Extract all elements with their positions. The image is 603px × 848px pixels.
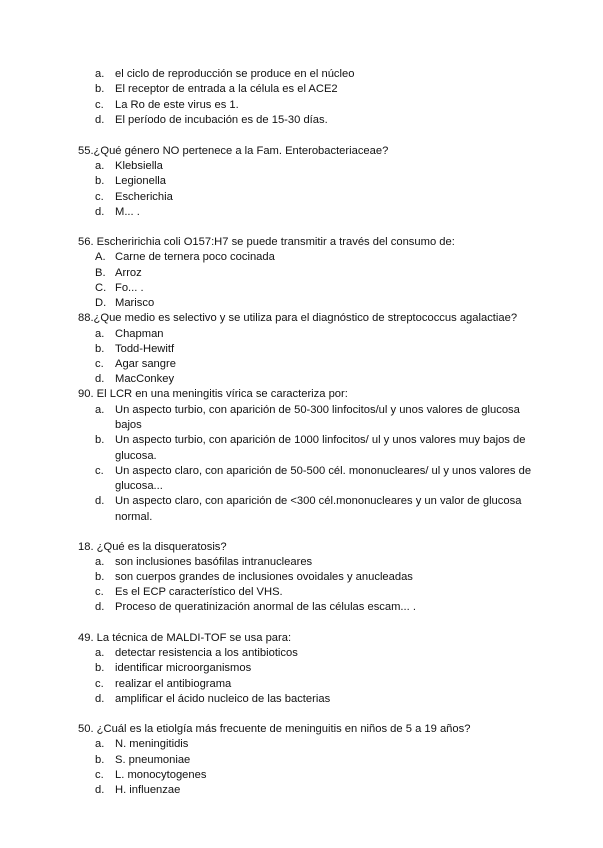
option-letter: B. [95,267,106,279]
option-text: Agar sangre [115,358,176,370]
option-text: Carne de ternera poco cocinada [115,251,275,263]
option-text: Fo... . [115,282,144,294]
option-text: detectar resistencia a los antibioticos [115,647,298,659]
option-letter: d. [95,114,105,126]
option-letter: b. [95,754,105,766]
option-text: Marisco [115,297,155,309]
option-text: amplificar el ácido nucleico de las bacterias [115,693,331,705]
option-letter: a. [95,160,105,172]
option-text: M... . [115,206,140,218]
option-text: El período de incubación es de 15-30 días. [115,114,328,126]
option-letter: b. [95,571,105,583]
option-letter: b. [95,343,105,355]
option-letter: b. [95,434,105,446]
option-letter: d. [95,693,105,705]
option-letter: c. [95,678,104,690]
option-letter: A. [95,251,106,263]
option-text: Un aspecto claro, con aparición de <300 cél.mononucleares y un valor de glucosa [115,495,522,507]
question-title: 55.¿Qué género NO pertenece a la Fam. Enterobacteriaceae? [78,145,389,157]
question-title: 56. Escheririchia coli O157:H7 se puede transmitir a través del consumo de: [78,236,455,248]
question-title: 18. ¿Qué es la disqueratosis? [78,541,227,553]
option-letter: b. [95,662,105,674]
option-text: Un aspecto turbio, con aparición de 50-300 linfocitos/ul y unos valores de glucosa [115,404,520,416]
option-text: el ciclo de reproducción se produce en el núcleo [115,68,355,80]
option-letter: a. [95,647,105,659]
option-text: identificar microorganismos [115,662,252,674]
question-title: 88.¿Que medio es selectivo y se utiliza para el diagnóstico de streptococcus agalactiae? [78,312,518,324]
option-text: El receptor de entrada a la célula es el ACE2 [115,83,338,95]
option-letter: c. [95,465,104,477]
option-letter: d. [95,495,105,507]
question-title: 50. ¿Cuál es la etiolgía más frecuente de meninguitis en niños de 5 a 19 años? [78,723,471,735]
option-text: La Ro de este virus es 1. [115,99,239,111]
option-text: son inclusiones basófilas intranucleares [115,556,313,568]
option-letter: c. [95,586,104,598]
option-text: H. influenzae [115,784,181,796]
option-letter: c. [95,191,104,203]
option-text: Todd-Hewitf [115,343,175,355]
option-letter: a. [95,328,105,340]
option-letter: a. [95,68,105,80]
option-text-continued: glucosa... [115,480,163,492]
option-text: Escherichia [115,191,173,203]
question-title: 49. La técnica de MALDI-TOF se usa para: [78,632,292,644]
option-letter: c. [95,99,104,111]
option-text: Es el ECP característico del VHS. [115,586,283,598]
option-text-continued: glucosa. [115,450,157,462]
option-letter: D. [95,297,107,309]
option-letter: a. [95,738,105,750]
option-text: L. monocytogenes [115,769,207,781]
option-text: Un aspecto turbio, con aparición de 1000 linfocitos/ ul y unos valores muy bajos de [115,434,526,446]
option-text-continued: normal. [115,511,153,523]
option-letter: a. [95,556,105,568]
option-text: Arroz [115,267,142,279]
option-text: S. pneumoniae [115,754,191,766]
option-letter: d. [95,784,105,796]
option-text: Un aspecto claro, con aparición de 50-500 cél. mononucleares/ ul y unos valores de [115,465,532,477]
option-text: realizar el antibiograma [115,678,232,690]
option-letter: c. [95,358,104,370]
option-text: son cuerpos grandes de inclusiones ovoidales y anucleadas [115,571,413,583]
option-text: MacConkey [115,373,175,385]
option-letter: C. [95,282,107,294]
option-letter: d. [95,206,105,218]
option-letter: b. [95,175,105,187]
option-text: N. meningitidis [115,738,189,750]
option-text: Proceso de queratinización anormal de las células escam... . [115,601,416,613]
option-text: Chapman [115,328,164,340]
option-text-continued: bajos [115,419,142,431]
option-letter: d. [95,373,105,385]
question-title: 90. El LCR en una meningitis vírica se caracteriza por: [78,388,348,400]
option-text: Klebsiella [115,160,163,172]
option-letter: b. [95,83,105,95]
option-letter: c. [95,769,104,781]
option-text: Legionella [115,175,167,187]
option-letter: a. [95,404,105,416]
option-letter: d. [95,601,105,613]
